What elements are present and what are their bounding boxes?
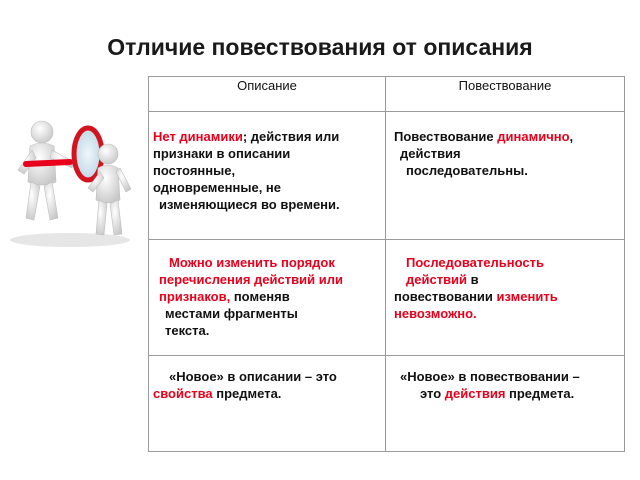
- header-description: Описание: [149, 77, 386, 112]
- text-line: последовательны.: [406, 163, 528, 178]
- text-line: местами фрагменты: [165, 306, 298, 321]
- row2-narration-cell: [386, 240, 625, 356]
- row1-narration-cell: [386, 112, 625, 240]
- row3-description-cell: [149, 356, 386, 452]
- highlight-text: невозможно.: [394, 306, 477, 321]
- figures-with-magnifier-illustration: [4, 100, 140, 250]
- text-fragment: ,: [569, 129, 574, 144]
- text-line: признаки в описании: [153, 146, 291, 161]
- page-title: Отличие повествования от описания: [107, 34, 533, 60]
- text-fragment: Повествование: [394, 129, 498, 144]
- header-narration: Повествование: [386, 77, 625, 112]
- highlight-text: действий: [406, 272, 468, 287]
- highlight-text: перечисления действий или: [159, 272, 343, 287]
- text-line: действия: [400, 146, 461, 161]
- text-fragment: поменяв: [230, 289, 290, 304]
- row2-description-cell: [149, 240, 386, 356]
- text-line: одновременные, не: [153, 180, 281, 195]
- row1-description-cell: [149, 112, 386, 240]
- text-fragment: в: [467, 272, 479, 287]
- text-fragment: ; действия или: [242, 129, 340, 144]
- highlight-text: динамично: [497, 129, 570, 144]
- text-line: постоянные,: [153, 163, 236, 178]
- text-line: изменяющиеся во времени.: [159, 197, 340, 212]
- highlight-text: свойства: [153, 386, 213, 401]
- text-line: «Новое» в повествовании –: [400, 369, 580, 384]
- text-fragment: предмета.: [212, 386, 282, 401]
- comparison-table: [148, 76, 625, 452]
- highlight-text: изменить: [496, 289, 558, 304]
- highlight-text: действия: [444, 386, 506, 401]
- text-line: «Новое» в описании – это: [169, 369, 337, 384]
- highlight-text: Последовательность: [406, 255, 544, 270]
- text-fragment: предмета.: [505, 386, 575, 401]
- row3-narration-cell: [386, 356, 625, 452]
- text-fragment: это: [420, 386, 445, 401]
- highlight-text: Можно изменить порядок: [169, 255, 335, 270]
- highlight-text: Нет динамики: [153, 129, 243, 144]
- text-fragment: повествовании: [394, 289, 497, 304]
- highlight-text: признаков,: [159, 289, 231, 304]
- text-line: текста.: [165, 323, 210, 338]
